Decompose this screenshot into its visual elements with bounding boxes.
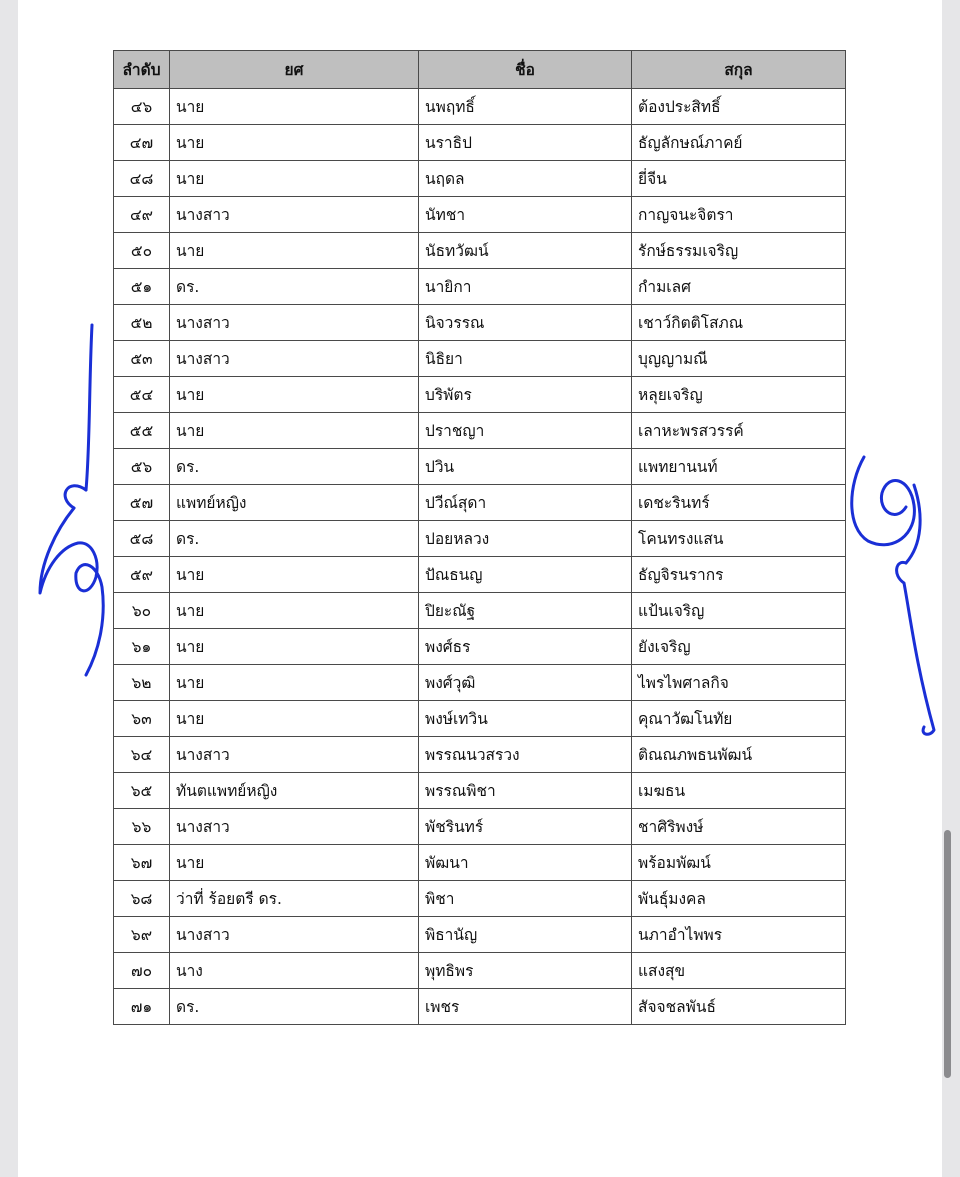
cell-title: แพทย์หญิง: [170, 485, 419, 521]
cell-title: ดร.: [170, 521, 419, 557]
table-row: [114, 557, 846, 593]
cell-first-name: พิชา: [419, 881, 632, 917]
cell-order: ๖๓: [114, 701, 170, 737]
cell-title: ดร.: [170, 449, 419, 485]
cell-order: ๕๗: [114, 485, 170, 521]
header-last-name: สกุล: [632, 51, 846, 89]
cell-last-name: แป้นเจริญ: [632, 593, 846, 629]
cell-order: ๕๙: [114, 557, 170, 593]
cell-last-name: ธัญลักษณ์ภาคย์: [632, 125, 846, 161]
cell-title: นาย: [170, 845, 419, 881]
cell-order: ๖๐: [114, 593, 170, 629]
cell-last-name: เมฆธน: [632, 773, 846, 809]
cell-order: ๕๘: [114, 521, 170, 557]
cell-last-name: ไพรไพศาลกิจ: [632, 665, 846, 701]
table-row: [114, 89, 846, 125]
cell-title: นาย: [170, 701, 419, 737]
cell-order: ๔๗: [114, 125, 170, 161]
header-order: ลำดับ: [114, 51, 170, 89]
table-row: [114, 845, 846, 881]
cell-title: นาย: [170, 593, 419, 629]
table-row: [114, 809, 846, 845]
cell-title: นางสาว: [170, 341, 419, 377]
cell-last-name: ธัญจิรนรากร: [632, 557, 846, 593]
cell-first-name: นพฤทธิ์: [419, 89, 632, 125]
cell-last-name: กาญจนะจิตรา: [632, 197, 846, 233]
handwritten-initials-right: [840, 445, 950, 745]
cell-last-name: ต้องประสิทธิ์: [632, 89, 846, 125]
cell-last-name: แสงสุข: [632, 953, 846, 989]
vertical-scrollbar[interactable]: [944, 830, 951, 1078]
cell-last-name: พร้อมพัฒน์: [632, 845, 846, 881]
cell-title: นาย: [170, 665, 419, 701]
cell-title: ดร.: [170, 269, 419, 305]
cell-title: นาย: [170, 413, 419, 449]
cell-last-name: พันธุ์มงคล: [632, 881, 846, 917]
cell-last-name: สัจจชลพันธ์: [632, 989, 846, 1025]
cell-title: นางสาว: [170, 197, 419, 233]
cell-order: ๕๒: [114, 305, 170, 341]
cell-order: ๔๘: [114, 161, 170, 197]
cell-order: ๕๖: [114, 449, 170, 485]
cell-order: ๖๗: [114, 845, 170, 881]
cell-first-name: ปอยหลวง: [419, 521, 632, 557]
table-row: [114, 881, 846, 917]
table-row: [114, 197, 846, 233]
table-row: [114, 593, 846, 629]
cell-order: ๗๐: [114, 953, 170, 989]
cell-title: ทันตแพทย์หญิง: [170, 773, 419, 809]
table-row: [114, 773, 846, 809]
cell-last-name: เชาว์กิตติโสภณ: [632, 305, 846, 341]
table-row: [114, 521, 846, 557]
cell-order: ๖๘: [114, 881, 170, 917]
cell-first-name: พุทธิพร: [419, 953, 632, 989]
cell-order: ๔๙: [114, 197, 170, 233]
cell-order: ๔๖: [114, 89, 170, 125]
cell-first-name: ปวีณ์สุดา: [419, 485, 632, 521]
cell-title: นาย: [170, 89, 419, 125]
table-row: [114, 233, 846, 269]
cell-last-name: นภาอำไพพร: [632, 917, 846, 953]
cell-last-name: บุญญามณี: [632, 341, 846, 377]
header-title: ยศ: [170, 51, 419, 89]
cell-first-name: พรรณพิชา: [419, 773, 632, 809]
handwritten-signature-left: [26, 315, 116, 685]
table-header-row: [114, 51, 846, 89]
cell-title: ดร.: [170, 989, 419, 1025]
cell-title: ว่าที่ ร้อยตรี ดร.: [170, 881, 419, 917]
cell-order: ๖๒: [114, 665, 170, 701]
cell-first-name: ปวิน: [419, 449, 632, 485]
cell-order: ๕๓: [114, 341, 170, 377]
cell-first-name: พงศ์ธร: [419, 629, 632, 665]
table-row: [114, 701, 846, 737]
document-page: [18, 0, 942, 1177]
cell-order: ๖๕: [114, 773, 170, 809]
cell-last-name: ยังเจริญ: [632, 629, 846, 665]
table-row: [114, 629, 846, 665]
cell-last-name: เลาหะพรสวรรค์: [632, 413, 846, 449]
cell-order: ๕๑: [114, 269, 170, 305]
cell-title: นางสาว: [170, 809, 419, 845]
cell-first-name: พัชรินทร์: [419, 809, 632, 845]
cell-order: ๖๖: [114, 809, 170, 845]
cell-order: ๗๑: [114, 989, 170, 1025]
cell-title: นาย: [170, 557, 419, 593]
cell-first-name: พิธานัญ: [419, 917, 632, 953]
cell-first-name: นายิกา: [419, 269, 632, 305]
cell-title: นาง: [170, 953, 419, 989]
cell-first-name: ปราชญา: [419, 413, 632, 449]
table-row: [114, 917, 846, 953]
table-row: [114, 125, 846, 161]
cell-first-name: พรรณนวสรวง: [419, 737, 632, 773]
cell-title: นาย: [170, 629, 419, 665]
cell-first-name: นิธิยา: [419, 341, 632, 377]
cell-first-name: ปิยะณัฐ: [419, 593, 632, 629]
table-row: [114, 341, 846, 377]
cell-order: ๖๙: [114, 917, 170, 953]
table-row: [114, 377, 846, 413]
cell-first-name: ปัณธนญ: [419, 557, 632, 593]
cell-title: นางสาว: [170, 305, 419, 341]
cell-title: นางสาว: [170, 737, 419, 773]
cell-first-name: นฤดล: [419, 161, 632, 197]
cell-first-name: พงศ์วุฒิ: [419, 665, 632, 701]
cell-last-name: ยี่จีน: [632, 161, 846, 197]
cell-title: นาย: [170, 377, 419, 413]
table-body: [114, 89, 846, 1025]
cell-last-name: กำมเลศ: [632, 269, 846, 305]
cell-order: ๖๑: [114, 629, 170, 665]
cell-last-name: คุณาวัฒโนทัย: [632, 701, 846, 737]
cell-last-name: แพทยานนท์: [632, 449, 846, 485]
cell-first-name: นิจวรรณ: [419, 305, 632, 341]
table-row: [114, 485, 846, 521]
table-row: [114, 305, 846, 341]
cell-order: ๕๔: [114, 377, 170, 413]
cell-last-name: โคนทรงแสน: [632, 521, 846, 557]
cell-last-name: เดชะรินทร์: [632, 485, 846, 521]
cell-last-name: ชาศิริพงษ์: [632, 809, 846, 845]
cell-title: นางสาว: [170, 917, 419, 953]
cell-order: ๕๐: [114, 233, 170, 269]
cell-order: ๕๕: [114, 413, 170, 449]
table-row: [114, 269, 846, 305]
cell-first-name: นราธิป: [419, 125, 632, 161]
table-row: [114, 161, 846, 197]
cell-last-name: รักษ์ธรรมเจริญ: [632, 233, 846, 269]
table-row: [114, 413, 846, 449]
header-first-name: ชื่อ: [419, 51, 632, 89]
cell-order: ๖๔: [114, 737, 170, 773]
table-row: [114, 953, 846, 989]
cell-title: นาย: [170, 125, 419, 161]
cell-first-name: นัธทวัฒน์: [419, 233, 632, 269]
cell-last-name: หลุยเจริญ: [632, 377, 846, 413]
table-row: [114, 665, 846, 701]
cell-first-name: นัทชา: [419, 197, 632, 233]
cell-first-name: พงษ์เทวิน: [419, 701, 632, 737]
cell-first-name: พัฒนา: [419, 845, 632, 881]
name-list-table: [113, 50, 846, 1025]
cell-title: นาย: [170, 161, 419, 197]
table-row: [114, 989, 846, 1025]
cell-last-name: ติณณภพธนพัฒน์: [632, 737, 846, 773]
cell-title: นาย: [170, 233, 419, 269]
table-row: [114, 737, 846, 773]
table-row: [114, 449, 846, 485]
cell-first-name: เพชร: [419, 989, 632, 1025]
cell-first-name: บริพัตร: [419, 377, 632, 413]
